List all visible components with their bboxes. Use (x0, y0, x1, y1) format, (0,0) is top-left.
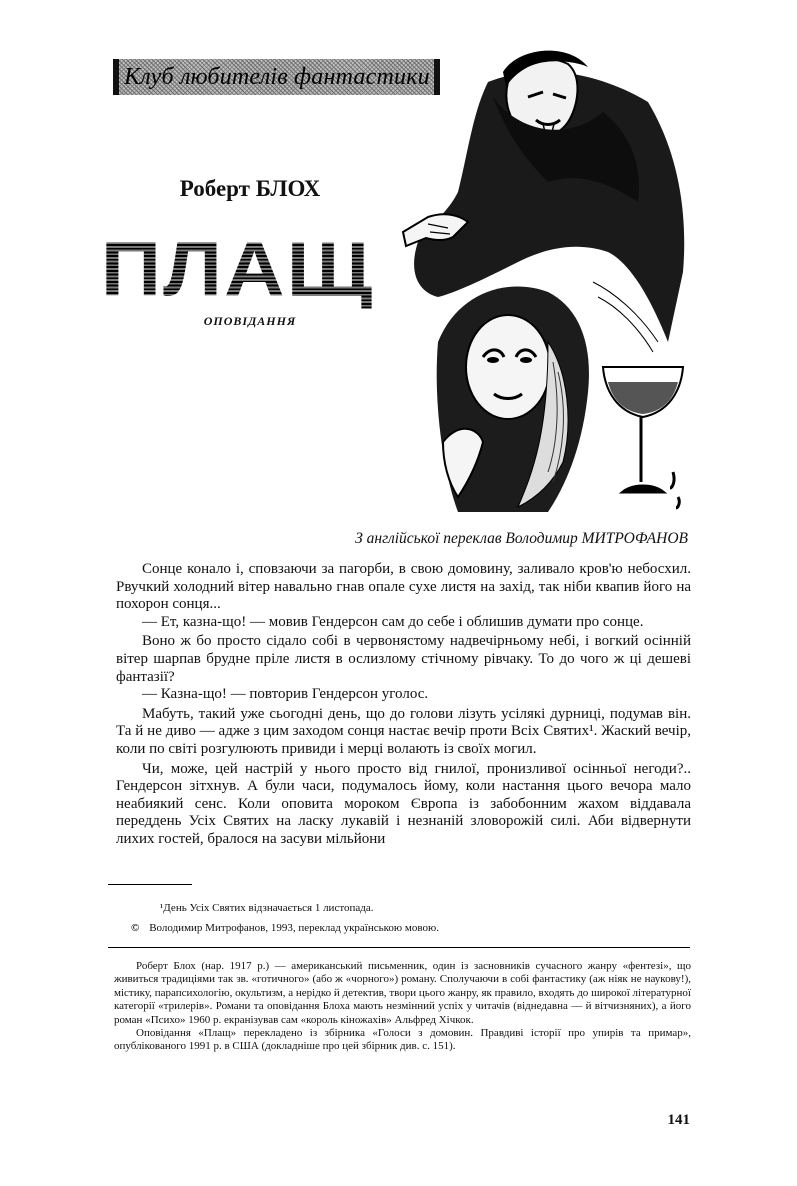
paragraph: — Казна-що! — повторив Гендерсон уголос. (142, 686, 429, 703)
paragraph: Воно ж бо просто сідало собі в червонястому надвечірньому небі, і вогкий осінній вітер шарпав брудне пріле листя в ослизлому стічному рівчаку. То до чого ж ці дешеві фантазії? (116, 633, 691, 685)
paragraph: Сонце конало і, сповзаючи за пагорби, в свою домовину, заливало кров'ю небосхил. Рвучкий холодний вітер навально гнав опале сухе листя на захід, так ніби квапив його на похорон сонця... (116, 561, 691, 613)
footnote-divider (108, 884, 192, 885)
vampire-illustration (398, 42, 698, 520)
author-name: Роберт БЛОХ (179, 176, 321, 201)
copyright-icon: © (131, 922, 140, 934)
bio-paragraph: Роберт Блох (нар. 1917 р.) — американський письменник, один із засновників сучасного жанру «фентезі», що живиться традиціями так зв. «готичного» (або ж «чорного») роману. Сполучаючи в собі фантастику (аж ніяк не наукову!), містику, парапсихологію, окультизм, а нерідко й детектив, твори цього жанру, як правило, входять до широкої літературної категорії «трилерів». Романи та оповідання Блоха мають незмінний успіх у читачів (віднедавна — й вітчизняних), а його роман «Психо» 1960 р. екранізував сам «король кіножахів» Альфред Хічкок. (114, 960, 691, 1026)
story-title: ПЛАЩ (100, 225, 375, 313)
paragraph: Мабуть, такий уже сьогодні день, що до голови лізуть усілякі дурниці, подумав він. Та й не диво — адже з цим заходом сонця настає вечір проти Всіх Святих¹. Жаский вечір, коли по світі розгулюють привиди і мерці волають із своїх могил. (116, 705, 691, 757)
page-number: 141 (667, 1112, 690, 1128)
club-title: Клуб любителів фантастики (124, 64, 430, 90)
paragraph: Чи, може, цей настрій у нього просто від гнилої, пронизливої осінньої негоди?.. Гендерсон зітхнув. А були часи, подумалось йому, коли настання цього вечора мало неабиякий сенс. Коли оповита мороком Європа із забобонним жахом віддавала переддень Усіх Святих на ласку лукавій і незнаній зловорожій силі. Аби відвернути лихих гостей, бралося на засуви мільйони (116, 760, 691, 847)
bio-paragraph: Оповідання «Плащ» перекладено із збірника «Голоси з домовин. Правдиві історії про упирів та примар», опублікованого 1991 р. в США (докладніше про цей збірник див. с. 151). (114, 1027, 691, 1053)
section-divider (108, 947, 690, 948)
author-bio (114, 960, 691, 1054)
footnote: ¹День Усіх Святих відзначається 1 листопада. (160, 902, 374, 914)
paragraph: — Ет, казна-що! — мовив Гендерсон сам до себе і облишив думати про сонце. (142, 613, 644, 630)
translator-credit: З англійської переклав Володимир МИТРОФАНОВ (355, 530, 688, 547)
woman-face (466, 315, 550, 419)
genre-label: ОПОВІДАННЯ (203, 314, 297, 328)
copyright-text: Володимир Митрофанов, 1993, переклад українською мовою. (149, 922, 439, 934)
blood-drops (670, 472, 679, 508)
copyright-line (131, 922, 439, 934)
story-body (116, 561, 691, 849)
